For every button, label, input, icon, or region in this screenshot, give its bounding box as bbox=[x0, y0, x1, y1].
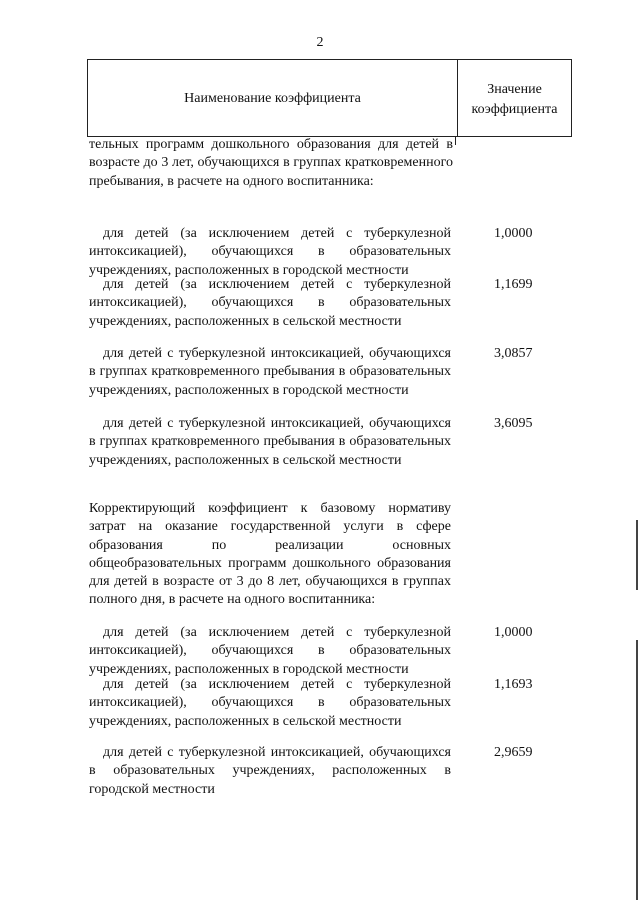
coefficient-description: для детей с туберкулезной интоксикацией, обучающихся в группах кратковременного пребывания в образовательных учреждениях, расположенных в городской местности bbox=[89, 346, 451, 398]
coefficient-value: 2,9659 bbox=[494, 745, 533, 760]
column-divider bbox=[455, 137, 456, 145]
coefficient-value: 3,0857 bbox=[494, 346, 533, 361]
coefficient-description: для детей с туберкулезной интоксикацией, обучающихся в образовательных учреждениях, расположенных в городской местности bbox=[89, 745, 451, 797]
scan-edge-mark bbox=[636, 520, 638, 590]
continuation-paragraph: тельных программ дошкольного образования для детей в возрасте до 3 лет, обучающихся в группах кратковременного пребывания, в расчете на одного воспитанника: bbox=[89, 137, 453, 189]
coefficient-value: 1,0000 bbox=[494, 625, 533, 640]
coefficient-description: для детей (за исключением детей с туберкулезной интоксикацией), обучающихся в образовательных учреждениях, расположенных в городской местности bbox=[89, 226, 451, 278]
coefficient-description: для детей (за исключением детей с туберкулезной интоксикацией), обучающихся в образовательных учреждениях, расположенных в городской местности bbox=[89, 625, 451, 677]
header-value-line2: коэффициента bbox=[471, 102, 558, 117]
header-value-column bbox=[458, 60, 571, 136]
header-value-line1: Значение bbox=[487, 82, 542, 97]
coefficient-description: для детей (за исключением детей с туберкулезной интоксикацией), обучающихся в образовательных учреждениях, расположенных в сельской местности bbox=[89, 277, 451, 329]
coefficient-value: 1,1693 bbox=[494, 677, 533, 692]
coefficient-description: для детей с туберкулезной интоксикацией, обучающихся в группах кратковременного пребывания в образовательных учреждениях, расположенных в сельской местности bbox=[89, 416, 451, 468]
scan-edge-mark bbox=[636, 640, 638, 900]
coefficient-value: 3,6095 bbox=[494, 416, 533, 431]
header-name-column: Наименование коэффициента bbox=[88, 60, 458, 136]
section-heading: Корректирующий коэффициент к базовому нормативу затрат на оказание государственной услуги в сфере образования по реализации основных общеобразовательных программ дошкольного образования для детей в возрасте от 3 до 8 лет, обучающихся в группах полного дня, в расчете на одного воспитанника: bbox=[89, 501, 451, 608]
coefficient-value: 1,0000 bbox=[494, 226, 533, 241]
page-number: 2 bbox=[316, 35, 324, 50]
table-header bbox=[87, 59, 572, 137]
coefficient-description: для детей (за исключением детей с туберкулезной интоксикацией), обучающихся в образовательных учреждениях, расположенных в сельской местности bbox=[89, 677, 451, 729]
coefficient-value: 1,1699 bbox=[494, 277, 533, 292]
